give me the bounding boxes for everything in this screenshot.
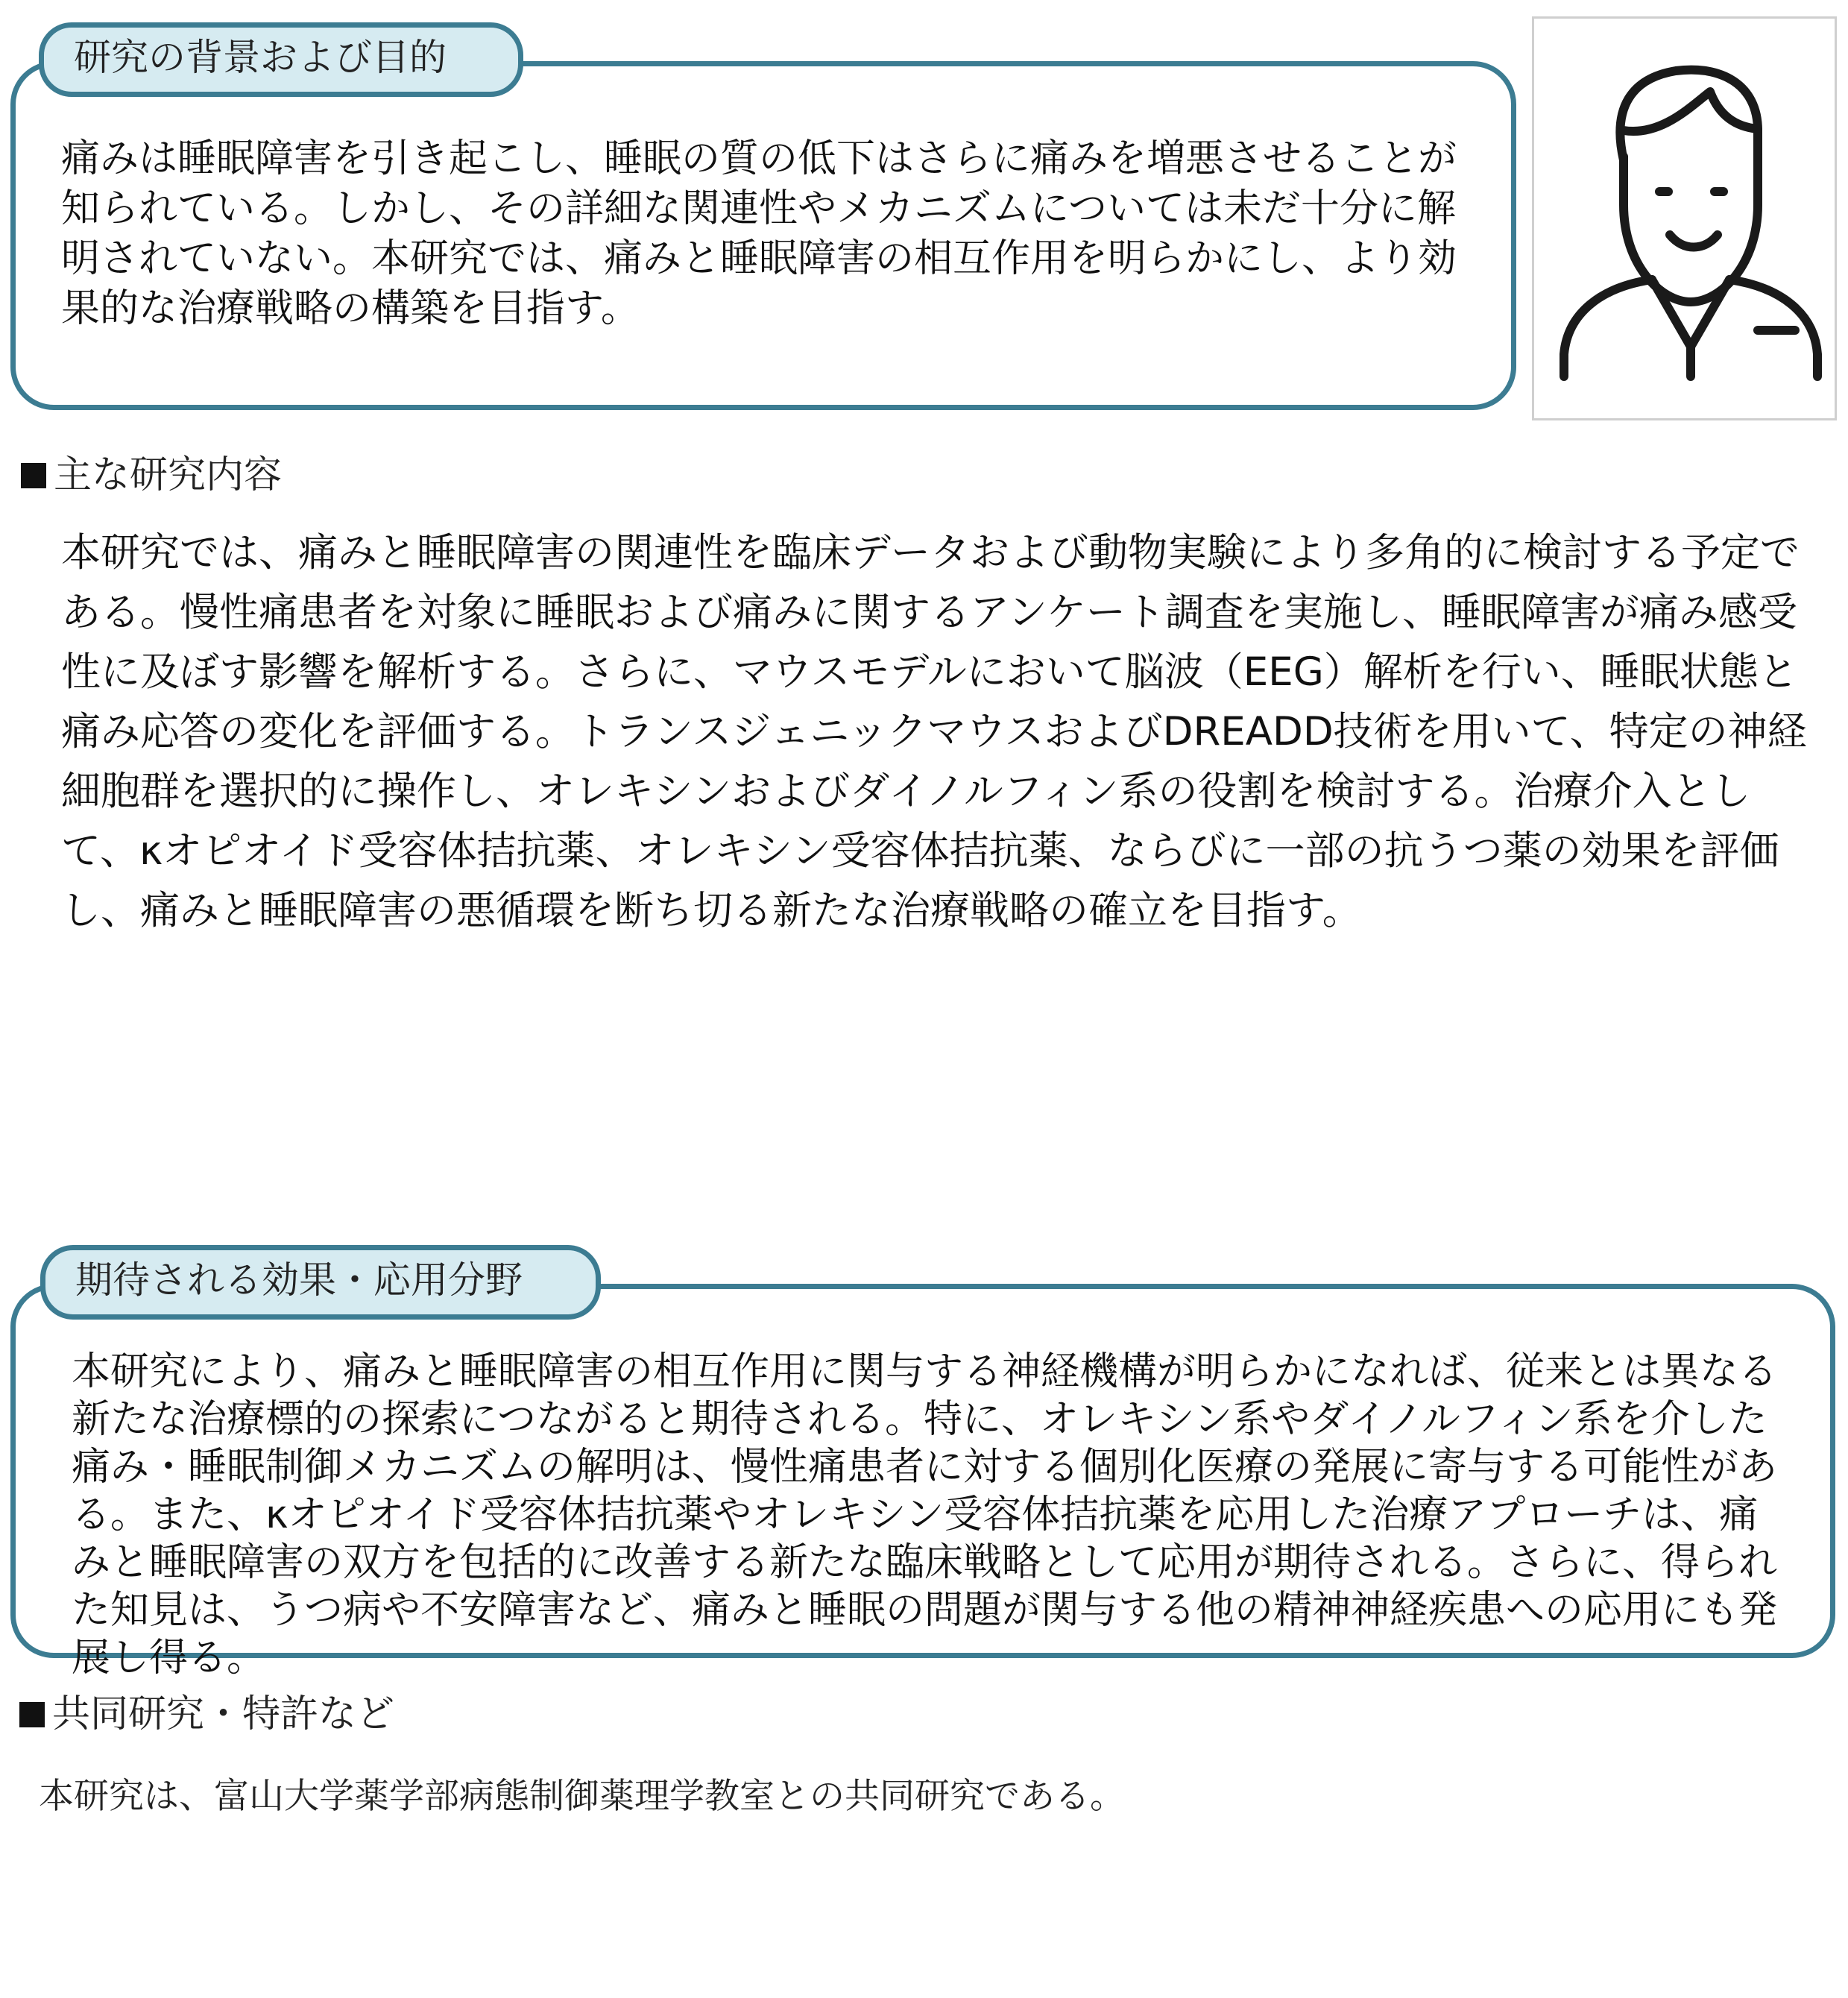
- researcher-avatar-icon: [1534, 19, 1835, 418]
- background-text: 痛みは睡眠障害を引き起こし、睡眠の質の低下はさらに痛みを増悪させることが知られている。しかし、その詳細な関連性やメカニズムについては未だ十分に解明されていない。本研究では、痛みと睡眠障害の相互作用を明らかにし、より効果的な治療戦略の構築を目指す。: [61, 136, 1457, 331]
- research-title: 主な研究内容: [54, 453, 283, 497]
- background-tab: [39, 22, 523, 97]
- effects-text: 本研究により、痛みと睡眠障害の相互作用に関与する神経機構が明らかになれば、従来とは異なる新たな治療標的の探索につながると期待される。特に、オレキシン系やダイノルフィン系を介した痛み・睡眠制御メカニズムの解明は、慢性痛患者に対する個別化医療の発展に寄与する可能性がある。また、κオピオイド受容体拮抗薬やオレキシン受容体拮抗薬を応用した治療アプローチは、痛みと睡眠障害の双方を包括的に改善する新たな臨床戦略として応用が期待される。さらに、得られた知見は、うつ病や不安障害など、痛みと睡眠の問題が関与する他の精神神経疾患への応用にも発展し得る。: [72, 1349, 1778, 1680]
- background-title: 研究の背景および目的: [74, 36, 447, 79]
- effects-title: 期待される効果・応用分野: [75, 1258, 523, 1302]
- effects-tab: [40, 1245, 601, 1320]
- collaboration-text: 本研究は、富山大学薬学部病態制御薬理学教室との共同研究である。: [39, 1776, 1125, 1817]
- avatar: [1532, 16, 1837, 420]
- square-bullet-icon: [21, 463, 46, 488]
- collaboration-heading: [19, 1692, 394, 1737]
- research-text: 本研究では、痛みと睡眠障害の関連性を臨床データおよび動物実験により多角的に検討する予定である。慢性痛患者を対象に睡眠および痛みに関するアンケート調査を実施し、睡眠障害が痛み感受性に及ぼす影響を解析する。さらに、マウスモデルにおいて脳波（EEG）解析を行い、睡眠状態と痛み応答の変化を評価する。トランスジェニックマウスおよびDREADD技術を用いて、特定の神経細胞群を選択的に操作し、オレキシンおよびダイノルフィン系の役割を検討する。治療介入として、κオピオイド受容体拮抗薬、オレキシン受容体拮抗薬、ならびに一部の抗うつ薬の効果を評価し、痛みと睡眠障害の悪循環を断ち切る新たな治療戦略の確立を目指す。: [61, 530, 1807, 933]
- square-bullet-icon: [19, 1702, 45, 1727]
- collaboration-title: 共同研究・特許など: [52, 1692, 395, 1736]
- research-heading: [21, 453, 282, 498]
